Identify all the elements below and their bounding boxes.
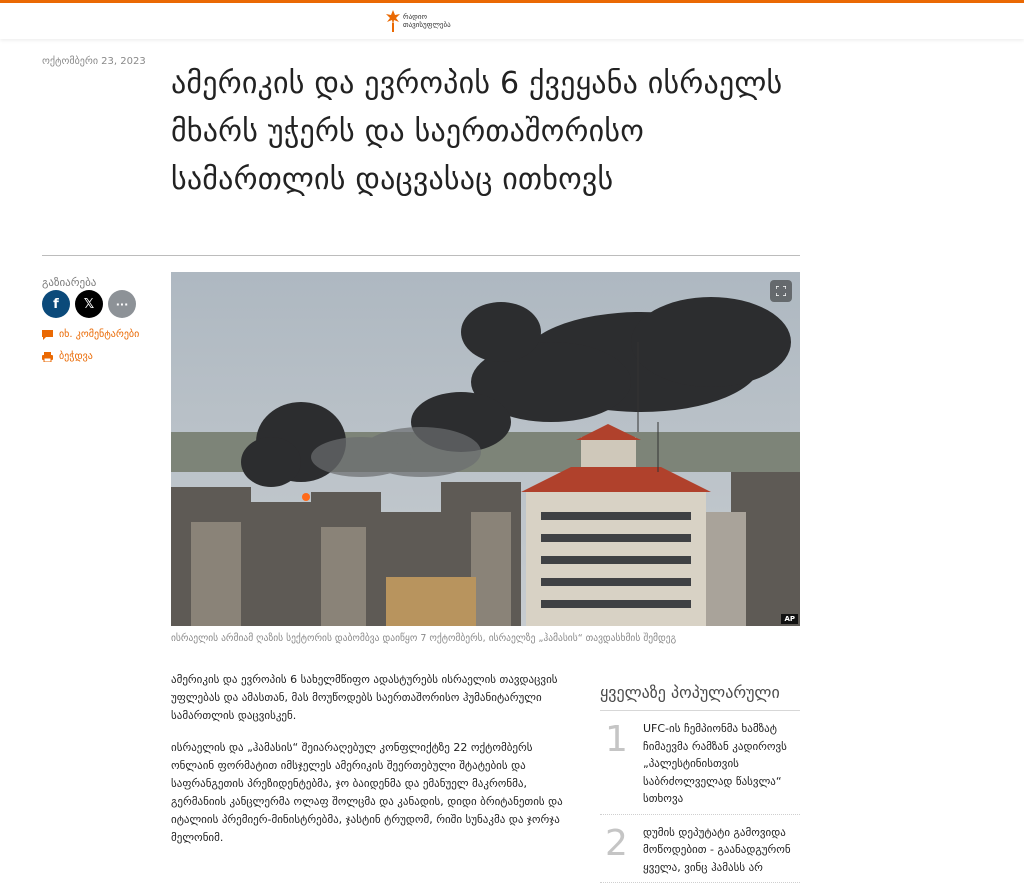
photo-smoke-city-scene: [171, 272, 800, 626]
torch-logo-icon: [385, 9, 401, 33]
popular-item[interactable]: [600, 815, 800, 883]
photo-caption: ისრაელის არმიამ ღაზის სექტორის დაბომბვა დაიწყო 7 ოქტომბერს, ისრაელზე „ჰამასის“ თავდასხმის შემდეგ: [171, 633, 811, 644]
share-label: გაზიარება: [42, 276, 96, 289]
site-logo[interactable]: [385, 9, 463, 33]
site-header: [0, 3, 1024, 39]
facebook-icon: f: [53, 297, 59, 312]
title-divider: [42, 255, 800, 256]
popular-rank: 2: [600, 824, 643, 877]
comment-icon: [42, 330, 53, 340]
logo-text: რადიო თავისუფლება: [403, 13, 463, 29]
photo-credit-badge: AP: [781, 614, 798, 624]
article-photo: [171, 272, 800, 626]
print-link[interactable]: [42, 351, 93, 362]
popular-headline: UFC-ის ჩემპიონმა ხამზატ ჩიმაევმა რამზან კადიროვს „პალესტინისთვის საბრძოლველად წასვლა“ სთხოვა: [643, 720, 800, 808]
print-link-label: ბეჭდვა: [59, 351, 93, 362]
article-title: ამერიკის და ევროპის 6 ქვეყანა ისრაელს მხარს უჭერს და საერთაშორისო სამართლის დაცვასაც ითხოვს: [171, 60, 811, 204]
comments-link-label: იხ. კომენტარები: [59, 329, 139, 340]
most-popular-title: ყველაზე პოპულარული: [600, 683, 800, 711]
popular-rank: 1: [600, 720, 643, 808]
x-share-button[interactable]: [75, 290, 103, 318]
article-date: ოქტომბერი 23, 2023: [42, 56, 146, 67]
expand-photo-button[interactable]: [770, 280, 792, 302]
share-buttons: [42, 290, 136, 318]
article-paragraph: ამერიკის და ევროპის 6 სახელმწიფო ადასტურებს ისრაელის თავდაცვის უფლებას და ამასთან, მას მოუწოდებს საერთაშორისო ჰუმანიტარული სამართლის დაცვისკენ.: [171, 671, 571, 725]
comments-link[interactable]: [42, 329, 139, 340]
popular-item[interactable]: [600, 711, 800, 815]
fullscreen-icon: [776, 286, 786, 296]
article-paragraph: ისრაელის და „ჰამასის“ შეიარაღებულ კონფლიქტზე 22 ოქტომბერს ონლაინ ფორმატით იმსჯელეს ამერიკის შეერთებული შტატების და საფრანგეთის პრეზიდენტებმა, ჯო ბაიდენმა და ემანუელ მაკრონმა, გერმანიის კანცლერმა ოლაფ შოლცმა და კანადის, დიდი ბრიტანეთის და იტალიის პრემიერ-მინისტრებმა, ჯასტინ ტრუდომ, რიში სუნაკმა და ჯორჯა მელონიმ.: [171, 739, 571, 847]
article-body: [171, 671, 571, 861]
most-popular-widget: [600, 683, 800, 883]
printer-icon: [42, 352, 53, 362]
popular-headline: დუმის დეპუტატი გამოვიდა მოწოდებით - გაანადგურონ ყველა, ვინც ჰამასს არ: [643, 824, 800, 877]
more-icon: ···: [116, 298, 129, 311]
more-share-button[interactable]: [108, 290, 136, 318]
x-icon: 𝕏: [84, 297, 94, 312]
facebook-share-button[interactable]: [42, 290, 70, 318]
